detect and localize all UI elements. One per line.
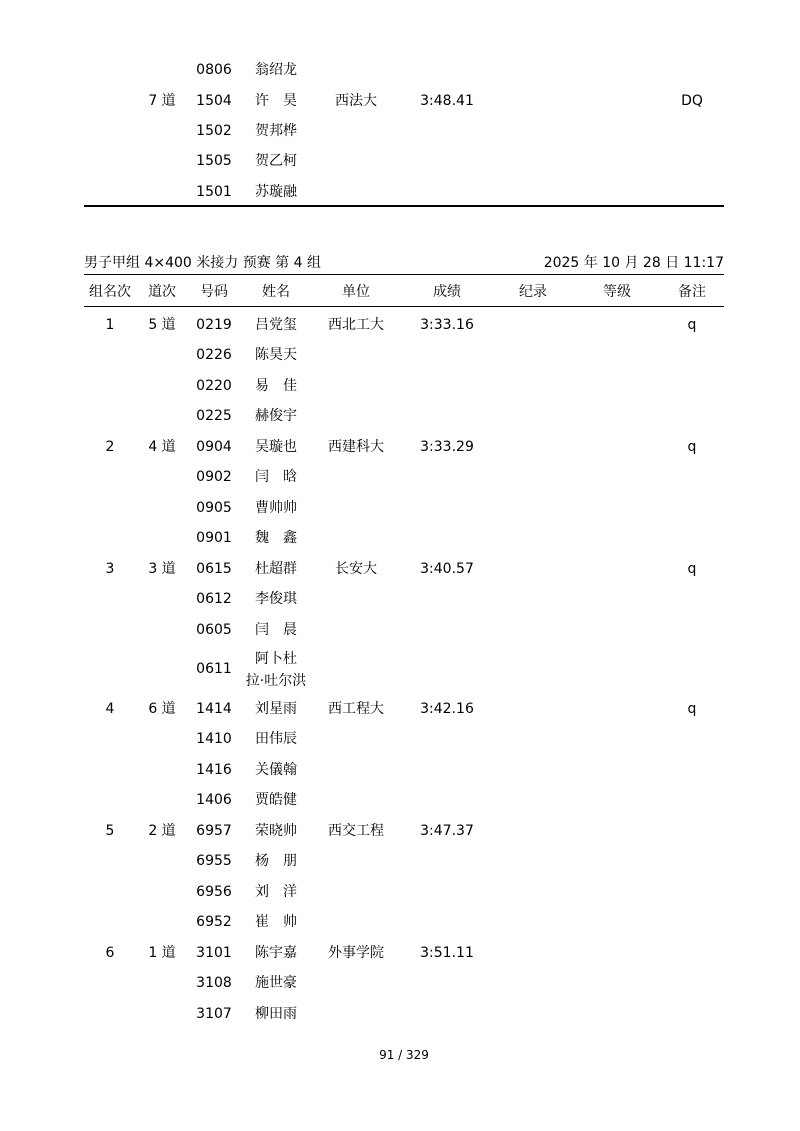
section-divider	[84, 205, 724, 207]
runner-name-line1: 阿卜杜	[255, 651, 297, 667]
team-result: 3:33.16	[420, 317, 474, 333]
runner-name: 刘星雨	[255, 701, 297, 717]
col-unit: 单位	[342, 284, 370, 300]
runner-bib: 3108	[196, 975, 232, 991]
runner-name-line2: 拉·吐尔洪	[245, 673, 307, 689]
prev-bib: 1504	[196, 93, 232, 109]
runner-bib: 0902	[196, 469, 232, 485]
prev-bib: 1502	[196, 123, 232, 139]
team-lane: 1 道	[148, 945, 176, 961]
prev-name: 贺邦桦	[255, 123, 297, 139]
col-name: 姓名	[262, 284, 290, 300]
header-rule-top	[84, 274, 724, 275]
runner-bib: 6956	[196, 884, 232, 900]
page-number: 91 / 329	[379, 1048, 429, 1062]
runner-bib: 0904	[196, 439, 232, 455]
runner-name: 关儀翰	[255, 762, 297, 778]
prev-result: 3:48.41	[420, 93, 474, 109]
runner-bib: 6955	[196, 853, 232, 869]
team-lane: 4 道	[148, 439, 176, 455]
runner-bib: 0612	[196, 591, 232, 607]
prev-bib: 1505	[196, 153, 232, 169]
runner-name: 曹帅帅	[255, 500, 297, 516]
event-datetime: 2025 年 10 月 28 日 11:17	[543, 255, 724, 271]
runner-name: 魏 鑫	[255, 530, 297, 546]
prev-name: 贺乙柯	[255, 153, 297, 169]
runner-bib: 6957	[196, 823, 232, 839]
runner-name: 崔 帅	[255, 914, 297, 930]
team-note: q	[687, 701, 697, 717]
prev-lane: 7 道	[148, 93, 176, 109]
runner-bib: 6952	[196, 914, 232, 930]
team-result: 3:42.16	[420, 701, 474, 717]
col-note: 备注	[678, 284, 706, 300]
runner-bib: 3107	[196, 1006, 232, 1022]
prev-note: DQ	[681, 93, 703, 109]
runner-bib: 0225	[196, 408, 232, 424]
runner-bib: 3101	[196, 945, 232, 961]
team-rank: 1	[105, 317, 115, 333]
col-result: 成绩	[433, 284, 461, 300]
runner-name: 陈宇嘉	[255, 945, 297, 961]
runner-name: 闫 晗	[255, 469, 297, 485]
runner-bib: 0901	[196, 530, 232, 546]
header-rule-bottom	[84, 306, 724, 307]
runner-bib: 0226	[196, 347, 232, 363]
team-lane: 6 道	[148, 701, 176, 717]
team-lane: 3 道	[148, 561, 176, 577]
prev-name: 苏璇融	[255, 184, 297, 200]
runner-name: 李俊琪	[255, 591, 297, 607]
team-result: 3:33.29	[420, 439, 474, 455]
runner-name: 柳田雨	[255, 1006, 297, 1022]
team-note: q	[687, 439, 697, 455]
prev-unit: 西法大	[335, 93, 377, 109]
runner-name: 赫俊宇	[255, 408, 297, 424]
team-unit: 西建科大	[328, 439, 384, 455]
team-lane: 5 道	[148, 317, 176, 333]
runner-bib: 0615	[196, 561, 232, 577]
runner-bib: 0611	[196, 661, 232, 677]
runner-bib: 1414	[196, 701, 232, 717]
runner-name: 刘 洋	[255, 884, 297, 900]
event-title: 男子甲组 4×400 米接力 预赛 第 4 组	[84, 255, 321, 271]
runner-bib: 0219	[196, 317, 232, 333]
prev-name: 许 昊	[255, 93, 297, 109]
runner-name: 荣晓帅	[255, 823, 297, 839]
team-rank: 5	[105, 823, 115, 839]
runner-name: 易 佳	[255, 378, 297, 394]
team-result: 3:40.57	[420, 561, 474, 577]
team-rank: 6	[105, 945, 115, 961]
col-bib: 号码	[200, 284, 228, 300]
runner-bib: 1410	[196, 731, 232, 747]
runner-bib: 1416	[196, 762, 232, 778]
team-lane: 2 道	[148, 823, 176, 839]
runner-bib: 1406	[196, 792, 232, 808]
team-rank: 3	[105, 561, 115, 577]
runner-name: 吴璇也	[255, 439, 297, 455]
team-unit: 西工程大	[328, 701, 384, 717]
team-unit: 长安大	[335, 561, 377, 577]
col-lane: 道次	[148, 284, 176, 300]
prev-name: 翁绍龙	[255, 62, 297, 78]
team-unit: 外事学院	[328, 945, 384, 961]
runner-name: 田伟辰	[255, 731, 297, 747]
runner-name: 吕党玺	[255, 317, 297, 333]
col-record: 纪录	[519, 284, 547, 300]
runner-name: 闫 晨	[255, 622, 297, 638]
col-grade: 等级	[603, 284, 631, 300]
col-rank: 组名次	[89, 284, 131, 300]
team-note: q	[687, 561, 697, 577]
runner-name: 贾皓健	[255, 792, 297, 808]
team-result: 3:47.37	[420, 823, 474, 839]
team-unit: 西北工大	[328, 317, 384, 333]
team-rank: 2	[105, 439, 115, 455]
team-rank: 4	[105, 701, 115, 717]
prev-bib: 1501	[196, 184, 232, 200]
runner-bib: 0605	[196, 622, 232, 638]
runner-bib: 0905	[196, 500, 232, 516]
runner-name: 杜超群	[255, 561, 297, 577]
team-result: 3:51.11	[420, 945, 474, 961]
runner-name: 施世豪	[255, 975, 297, 991]
runner-name: 陈昊天	[255, 347, 297, 363]
prev-bib: 0806	[196, 62, 232, 78]
runner-name: 杨 朋	[255, 853, 297, 869]
team-note: q	[687, 317, 697, 333]
team-unit: 西交工程	[328, 823, 384, 839]
runner-bib: 0220	[196, 378, 232, 394]
